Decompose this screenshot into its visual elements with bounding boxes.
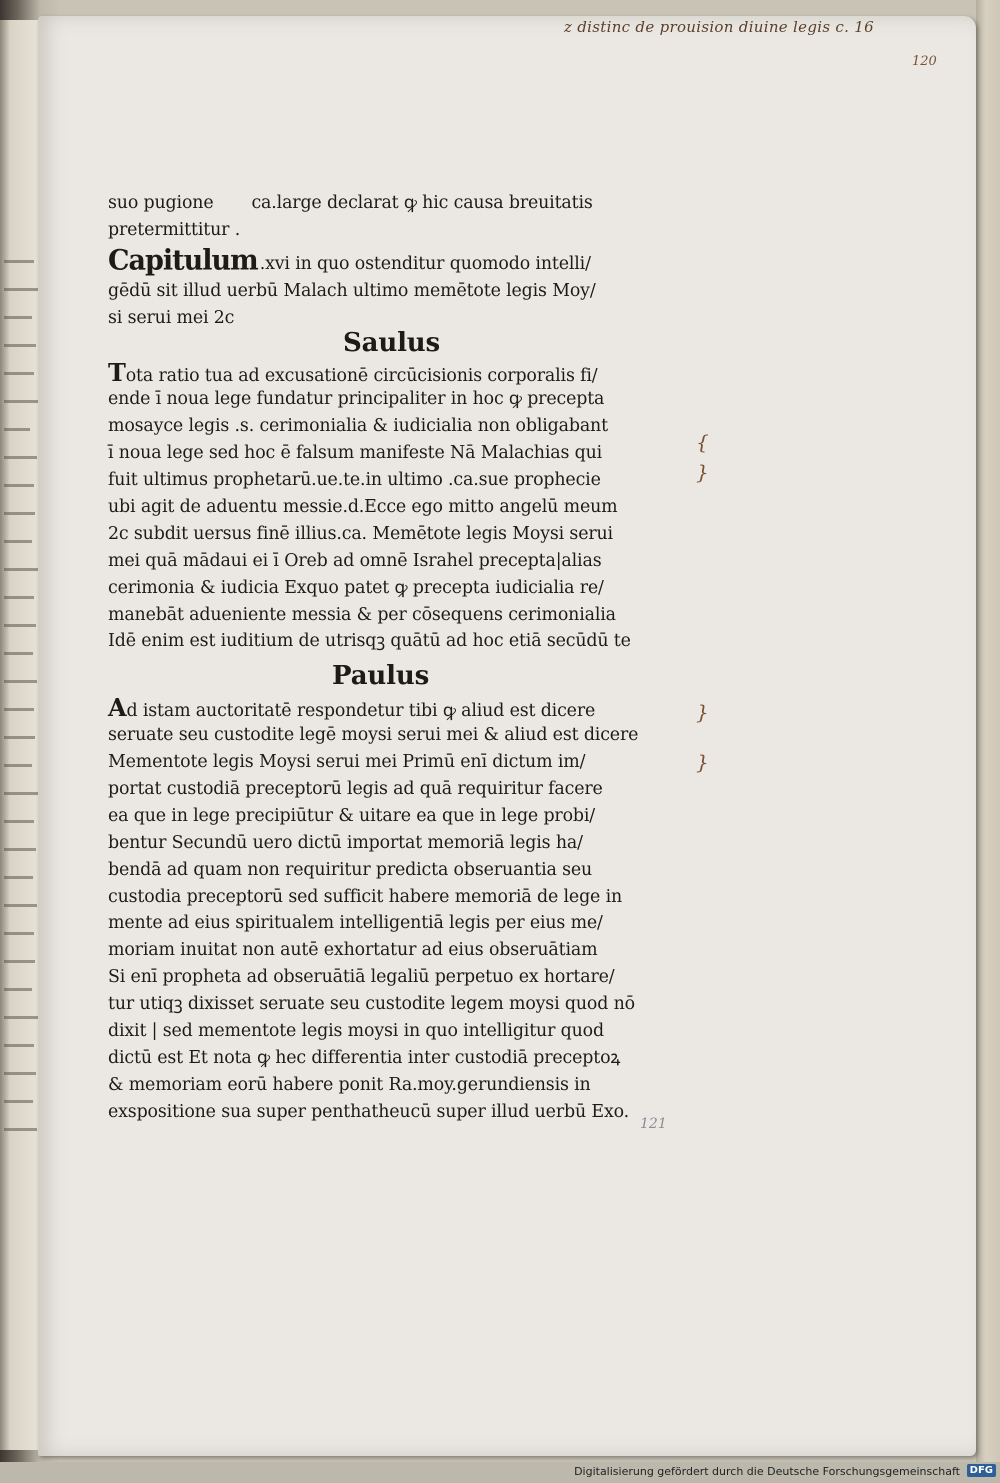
pencil-page-number: 121 [640,1116,667,1132]
facing-text-fragment [4,708,34,711]
facing-text-fragment [4,1072,36,1075]
facing-text-fragment [4,484,34,487]
facing-text-fragment [4,344,36,347]
facing-text-fragment [4,624,36,627]
facing-text-fragment [4,848,36,851]
text-line: ea que in lege precipiūtur & uitare ea que in lege probi/ [108,805,596,826]
margin-bracket: { [696,430,709,454]
text-line: seruate seu custodite legē moysi serui mei & aliud est dicere [108,725,639,746]
text-line: exspositione sua super penthatheucū super illud uerbū Exo. [108,1101,629,1122]
section-heading-saulus: Saulus [343,327,441,358]
text-line: bentur Secundū uero dictū importat memoriā legis ha/ [108,832,583,853]
facing-text-fragment [4,988,32,991]
initial-letter: T [108,357,126,387]
text-line: 2c subdit uersus finē illius.ca. Memētote legis Moysi serui [108,523,613,544]
facing-text-fragment [4,1044,34,1047]
text-line: Si enī propheta ad obseruātiā legaliū perpetuo ex hortare/ [108,967,615,988]
text-line: ubi agit de aduentu messie.d.Ecce ego mitto angelū meum [108,497,618,518]
text-line: si serui mei 2c [108,307,235,328]
facing-text-fragment [4,568,38,571]
folio-number: 120 [912,54,937,69]
text-fragment: d istam auctoritatē respondetur tibi ꝙ aliud est dicere [126,701,596,722]
text-line: mei quā mādaui ei ī Oreb ad omnē Israhel precepta|alias [108,550,602,571]
text-line: bendā ad quam non requiritur predicta obseruantia seu [108,859,593,880]
facing-text-fragment [4,876,33,879]
footer-credit: Digitalisierung gefördert durch die Deutsche Forschungsgemeinschaft [574,1465,960,1478]
text-line: portat custodiā preceptorū legis ad quā requiritur facere [108,779,603,800]
text-line: gēdū sit illud uerbū Malach ultimo memētote legis Moy/ [108,280,596,301]
facing-text-fragment [4,596,34,599]
initial-letter: A [108,693,127,723]
text-fragment: ota ratio tua ad excusationē circūcisionis corporalis fi/ [125,365,598,386]
text-block [108,190,692,1126]
facing-text-fragment [4,736,35,739]
facing-text-fragment [4,680,37,683]
facing-text-fragment [4,372,34,375]
facing-text-fragment [4,1128,37,1131]
text-line: & memoriam eorū habere ponit Ra.moy.gerundiensis in [108,1074,591,1095]
margin-bracket: } [696,700,709,724]
text-line: manebāt adueniente messia & per cōsequens cerimonialia [108,604,616,625]
text-line: Idē enim est iuditium de utrisqꝫ quātū ad hoc etiā secūdū te [108,631,631,652]
facing-text-fragment [4,960,35,963]
facing-text-fragment [4,316,32,319]
text-line: custodia preceptorū sed sufficit habere memoriā de lege in [108,886,623,907]
facing-text-fragment [4,764,32,767]
text-line: mente ad eius spiritualem intelligentiā legis per eius me/ [108,913,603,934]
facing-text-fragment [4,792,38,795]
text-fragment: ca.large declarat ꝙ hic causa breuitatis [251,193,593,213]
facing-text-fragment [4,288,38,291]
text-line: moriam inuitat non autē exhortatur ad eius obseruātiam [108,940,598,961]
facing-text-fragment [4,1016,38,1019]
chapter-title: Capitulum [108,243,258,277]
text-line: tur utiqꝫ dixisset seruate seu custodite legem moysi quod nō [108,994,635,1015]
section-heading-paulus: Paulus [332,661,430,692]
facing-text-fragment [4,820,34,823]
text-line [108,357,692,387]
facing-text-fragment [4,512,35,515]
facing-text-fragment [4,456,37,459]
facing-text-fragment [4,260,34,263]
facing-text-fragment [4,1100,33,1103]
chapter-line [108,244,692,278]
text-line: ī noua lege sed hoc ē falsum manifeste Nā Malachias qui [108,443,603,464]
dfg-logo: DFG [967,1464,996,1477]
facing-text-fragment [4,400,38,403]
facing-text-fragment [4,428,30,431]
facing-text-fragment [4,652,33,655]
page-stack-edge [976,0,1000,1483]
text-line: dictū est Et nota ꝙ hec differentia inter custodiā preceptoꝝ [108,1047,621,1068]
chapter-subtitle: .xvi in quo ostenditur quomodo intelli/ [259,253,591,274]
text-line: fuit ultimus prophetarū.ue.te.in ultimo .ca.sue prophecie [108,470,601,491]
margin-bracket: } [696,750,709,774]
text-line: Mementote legis Moysi serui mei Primū enī dictum im/ [108,752,586,773]
text-line: cerimonia & iudicia Exquo patet ꝙ precepta iudicialia re/ [108,577,604,598]
text-line [108,190,692,217]
facing-text-fragment [4,540,32,543]
text-line [108,695,692,722]
text-line: pretermittitur . [108,219,241,240]
facing-text-fragment [4,932,34,935]
margin-bracket: } [696,460,709,484]
handwritten-header-note: z distinc de prouision diuine legis c. 16 [564,18,874,36]
text-fragment: suo pugione [108,193,214,213]
text-line: ende ī noua lege fundatur principaliter in hoc ꝙ precepta [108,389,605,410]
text-line: dixit | sed mementote legis moysi in quo intelligitur quod [108,1021,604,1042]
text-line: mosayce legis .s. cerimonialia & iudicialia non obligabant [108,416,608,437]
facing-text-fragment [4,904,37,907]
